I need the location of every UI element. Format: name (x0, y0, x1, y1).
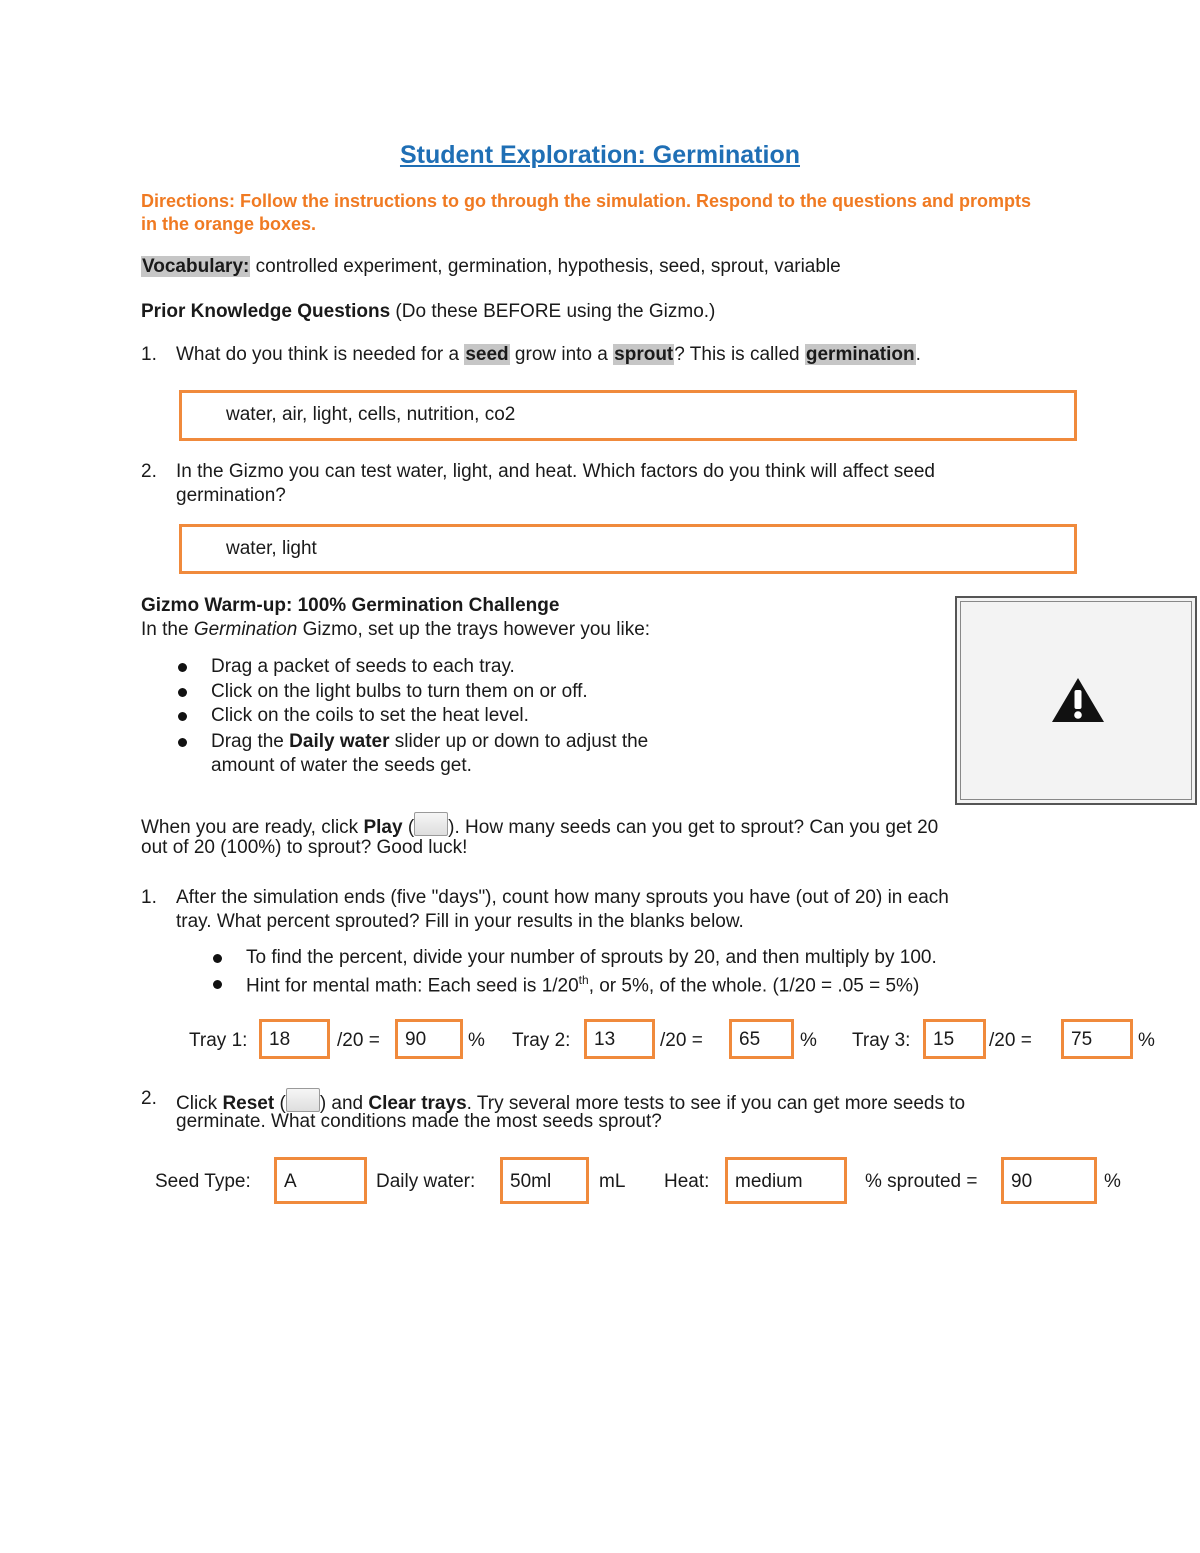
warmup-q1-line1: After the simulation ends (five "days"), count how many sprouts you have (out of 20) in each (176, 887, 949, 908)
prior-heading-note: (Do these BEFORE using the Gizmo.) (390, 301, 716, 322)
gizmo-image-placeholder (955, 596, 1197, 805)
answer-box-q2[interactable] (179, 524, 1077, 574)
bullet-dot (213, 980, 222, 989)
answer-box-q1[interactable] (179, 390, 1077, 441)
tray-denominator: /20 = (989, 1030, 1032, 1051)
ready-text-part: ( (402, 817, 415, 838)
question-1-number: 1. (141, 344, 157, 365)
heat-field[interactable]: medium (725, 1157, 847, 1204)
q2-text-part: . Try several more tests to see if you can get more seeds to (466, 1093, 966, 1114)
question-2-number: 2. (141, 461, 157, 482)
play-term: Play (363, 817, 403, 838)
daily-water-label: Daily water: (376, 1171, 476, 1192)
answer-q1-text: water, air, light, cells, nutrition, co2 (226, 404, 516, 425)
vocabulary-terms: controlled experiment, germination, hypothesis, seed, sprout, variable (250, 256, 841, 277)
prior-knowledge-heading (141, 301, 715, 323)
tray-denominator: /20 = (660, 1030, 703, 1051)
q2-text-part: ( (274, 1093, 286, 1114)
tray-3-percent-field[interactable]: 75 (1061, 1019, 1133, 1059)
ready-text-part: When you are ready, click (141, 817, 364, 838)
reset-term: Reset (222, 1093, 275, 1114)
heat-label: Heat: (664, 1171, 710, 1192)
q2-text-part: Click (176, 1093, 223, 1114)
ready-line2: out of 20 (100%) to sprout? Good luck! (141, 837, 468, 858)
seed-type-label: Seed Type: (155, 1171, 251, 1192)
q1-text-part: What do you think is needed for a (176, 344, 465, 365)
prior-heading-label: Prior Knowledge Questions (141, 301, 391, 322)
answer-q2-text: water, light (226, 538, 317, 559)
percent-sprouted-field[interactable]: 90 (1001, 1157, 1097, 1204)
bullet-dot (178, 738, 187, 747)
term-seed: seed (465, 344, 509, 365)
play-button-icon (414, 812, 448, 836)
q1-text-part: . (915, 344, 921, 365)
bullet-text-part: slider up or down to adjust the (389, 731, 649, 752)
seed-type-field[interactable]: A (274, 1157, 367, 1204)
tray-2-percent-field[interactable]: 65 (729, 1019, 794, 1059)
warmup-intro-part: Gizmo, set up the trays however you like: (297, 619, 651, 640)
warmup-intro (141, 619, 650, 641)
hint-percent: To find the percent, divide your number of sprouts by 20, and then multiply by 100. (246, 947, 937, 968)
question-2-line1: In the Gizmo you can test water, light, and heat. Which factors do you think will affect seed (176, 461, 935, 482)
sprouted-unit: % (1104, 1171, 1121, 1192)
tray-2-sprouts-field[interactable]: 13 (584, 1019, 655, 1059)
tray-2-label: Tray 2: (512, 1030, 571, 1051)
reset-button-icon (286, 1088, 320, 1112)
bullet-text-part: Drag the (211, 731, 290, 752)
warmup-q1-number: 1. (141, 887, 157, 908)
warmup-heading: Gizmo Warm-up: 100% Germination Challenge (141, 595, 560, 616)
warmup-bullet: Click on the light bulbs to turn them on or off. (211, 681, 588, 702)
gizmo-name: Germination (193, 619, 298, 640)
q1-text-part: ? This is called (674, 344, 805, 365)
hint-text-part: Hint for mental math: Each seed is 1/20 (246, 975, 579, 997)
daily-water-term: Daily water (289, 731, 390, 752)
tray-denominator: /20 = (337, 1030, 380, 1051)
page-title: Student Exploration: Germination (399, 141, 800, 169)
tray-1-percent-field[interactable]: 90 (395, 1019, 463, 1059)
term-germination: germination (805, 344, 915, 365)
tray-1-label: Tray 1: (189, 1030, 248, 1051)
question-1-text (176, 344, 921, 366)
bullet-dot (178, 712, 187, 721)
warmup-intro-part: In the (141, 619, 194, 640)
q2-text-part: ) and (319, 1093, 369, 1114)
percent-sign: % (800, 1030, 817, 1051)
clear-trays-term: Clear trays (368, 1093, 467, 1114)
ready-line1 (141, 812, 938, 839)
bullet-dot (213, 954, 222, 963)
percent-sign: % (1138, 1030, 1155, 1051)
warmup-bullet-cont: amount of water the seeds get. (211, 755, 472, 776)
hint-superscript: th (578, 973, 589, 987)
hint-mental-math (246, 973, 919, 997)
bullet-dot (178, 663, 187, 672)
warmup-q1-line2: tray. What percent sprouted? Fill in your results in the blanks below. (176, 911, 744, 932)
vocabulary-label: Vocabulary: (142, 256, 250, 277)
question-2-line2: germination? (176, 485, 286, 506)
daily-water-field[interactable]: 50ml (500, 1157, 589, 1204)
directions-text: Directions: Follow the instructions to go through the simulation. Respond to the questions and prompts in the orange boxes. (141, 191, 1031, 234)
warmup-q2-line2: germinate. What conditions made the most seeds sprout? (176, 1111, 662, 1132)
ready-text-part: ). How many seeds can you get to sprout? Can you get 20 (448, 817, 939, 838)
tray-1-sprouts-field[interactable]: 18 (259, 1019, 330, 1059)
term-sprout: sprout (614, 344, 674, 365)
hint-text-part: , or 5%, of the whole. (1/20 = .05 = 5%) (588, 975, 920, 997)
q1-text-part: grow into a (509, 344, 614, 365)
bullet-dot (178, 688, 187, 697)
water-unit: mL (599, 1171, 626, 1192)
tray-3-label: Tray 3: (852, 1030, 911, 1051)
tray-3-sprouts-field[interactable]: 15 (923, 1019, 986, 1059)
warning-icon (1050, 676, 1106, 724)
percent-sprouted-label: % sprouted = (865, 1171, 978, 1192)
warmup-bullet (211, 731, 648, 753)
vocabulary-line (141, 256, 841, 278)
percent-sign: % (468, 1030, 485, 1051)
warmup-q2-number: 2. (141, 1088, 157, 1109)
warmup-bullet: Click on the coils to set the heat level. (211, 705, 529, 726)
warmup-bullet: Drag a packet of seeds to each tray. (211, 656, 515, 677)
